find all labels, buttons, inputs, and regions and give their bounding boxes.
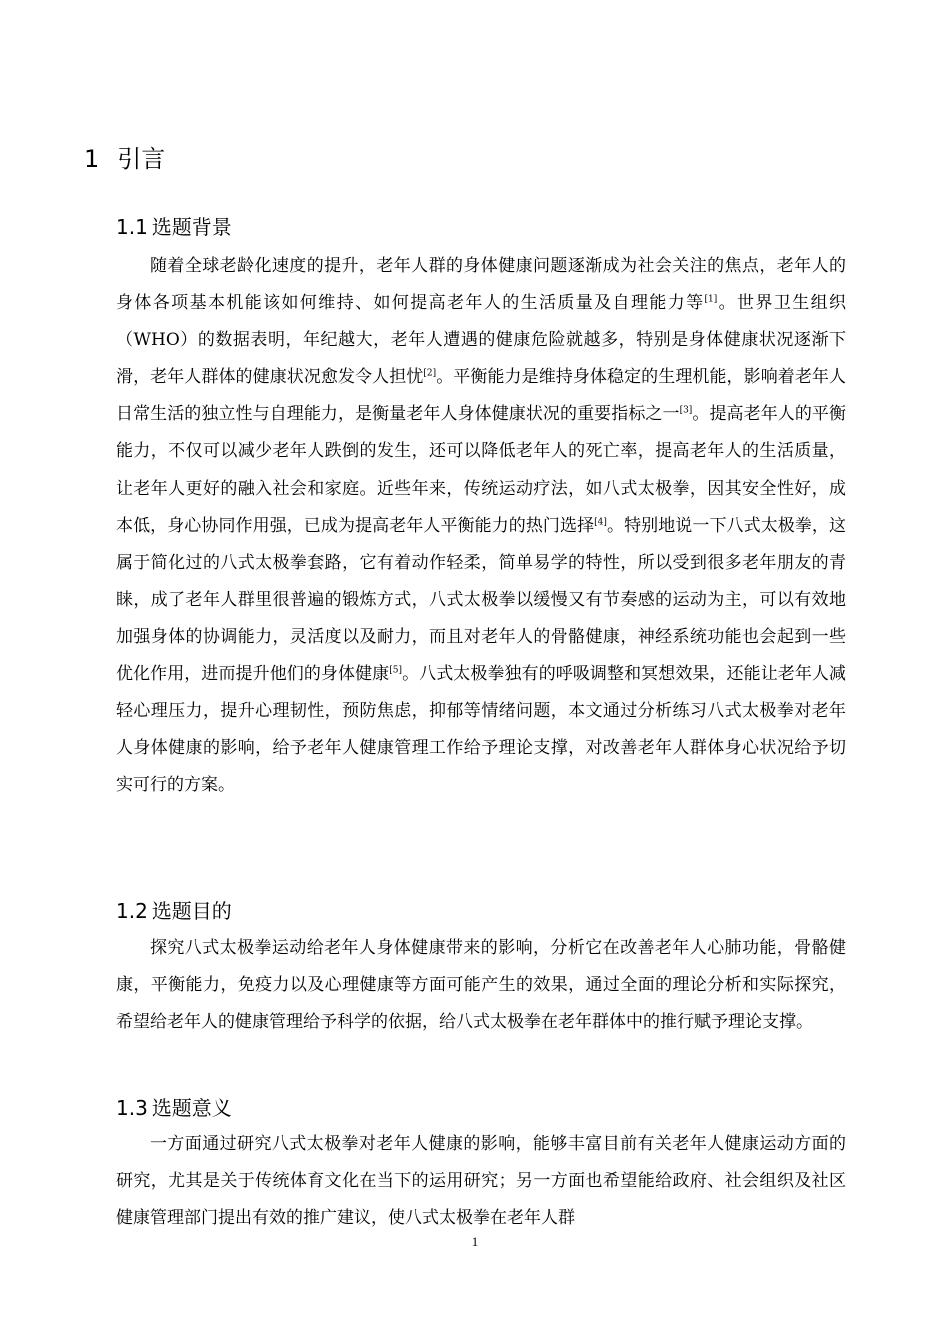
- paragraph-text: 。八式太极拳独有的呼吸调整和冥想效果，还能让老年人减轻心理压力，提升心理韧性，预防焦虑，抑郁等情绪问题，本文通过分析练习八式太极拳对老年人身体健康的影响，给予老年人健康管理工作给予理论支撑，对改善老年人群体身心状况给予切实可行的方案。: [116, 664, 847, 796]
- citation: [3]: [679, 405, 693, 416]
- citation: [1]: [704, 294, 718, 305]
- section-heading-1-1: [116, 212, 232, 242]
- chapter-number: 1: [84, 145, 100, 173]
- section-number: 1.1: [116, 215, 148, 239]
- chapter-heading: [84, 142, 165, 176]
- section-title: 选题目的: [151, 899, 232, 923]
- paragraph-text: 。特别地说一下八式太极拳，这属于简化过的八式太极拳套路，它有着动作轻柔，简单易学的特性，所以受到很多老年朋友的青睐，成了老年人群里很普遍的锻炼方式，八式太极拳以缓慢又有节奏感的运动为主，可以有效地加强身体的协调能力，灵活度以及耐力，而且对老年人的骨骼健康，神经系统功能也会起到一些优化作用，进而提升他们的身体健康: [116, 515, 847, 685]
- citation: [5]: [389, 665, 402, 676]
- section-number: 1.2: [116, 899, 148, 923]
- section-paragraph-1-1: [116, 248, 846, 804]
- page-number: 1: [471, 1234, 479, 1249]
- paragraph-text: 探究八式太极拳运动给老年人身体健康带来的影响，分析它在改善老年人心肺功能，骨骼健康，平衡能力，免疫力以及心理健康等方面可能产生的效果，通过全面的理论分析和实际探究，希望给老年人的健康管理给予科学的依据，给八式太极拳在老年群体中的推行赋予理论支撑。: [116, 938, 846, 1033]
- section-title: 选题意义: [151, 1096, 232, 1120]
- section-paragraph-1-3: [116, 1126, 846, 1237]
- section-title: 选题背景: [151, 215, 232, 239]
- section-heading-1-2: [116, 896, 232, 926]
- paragraph-text: 。提高老年人的平衡能力，不仅可以减少老年人跌倒的发生，还可以降低老年人的死亡率，提高老年人的生活质量，让老年人更好的融入社会和家庭。近些年来，传统运动疗法，如八式太极拳，因其安全性好，成本低，身心协同作用强，已成为提高老年人平衡能力的热门选择: [116, 404, 847, 536]
- paragraph-text: 。平衡能力是维持身体稳定的生理机能，影响着老年人日常生活的独立性与自理能力，是衡量老年人身体健康状况的重要指标之一: [116, 367, 847, 425]
- citation: [2]: [423, 368, 437, 379]
- chapter-title: 引言: [117, 145, 166, 173]
- section-heading-1-3: [116, 1093, 232, 1123]
- citation: [4]: [594, 517, 607, 527]
- paragraph-text: 随着全球老龄化速度的提升，老年人群的身体健康问题逐渐成为社会关注的焦点，老年人的身体各项基本机能该如何维持、如何提高老年人的生活质量及自理能力等: [116, 256, 846, 314]
- section-number: 1.3: [116, 1096, 148, 1120]
- paragraph-text: 。世界卫生组织（WHO）的数据表明，年纪越大，老年人遭遇的健康危险就越多，特别是身体健康状况逐渐下滑，老年人群体的健康状况愈发令人担忧: [116, 293, 847, 388]
- paragraph-text: 一方面通过研究八式太极拳对老年人健康的影响，能够丰富目前有关老年人健康运动方面的研究，尤其是关于传统体育文化在当下的运用研究；另一方面也希望能给政府、社会组织及社区健康管理部门提出有效的推广建议，使八式太极拳在老年人群: [116, 1134, 846, 1229]
- section-paragraph-1-2: [116, 930, 846, 1041]
